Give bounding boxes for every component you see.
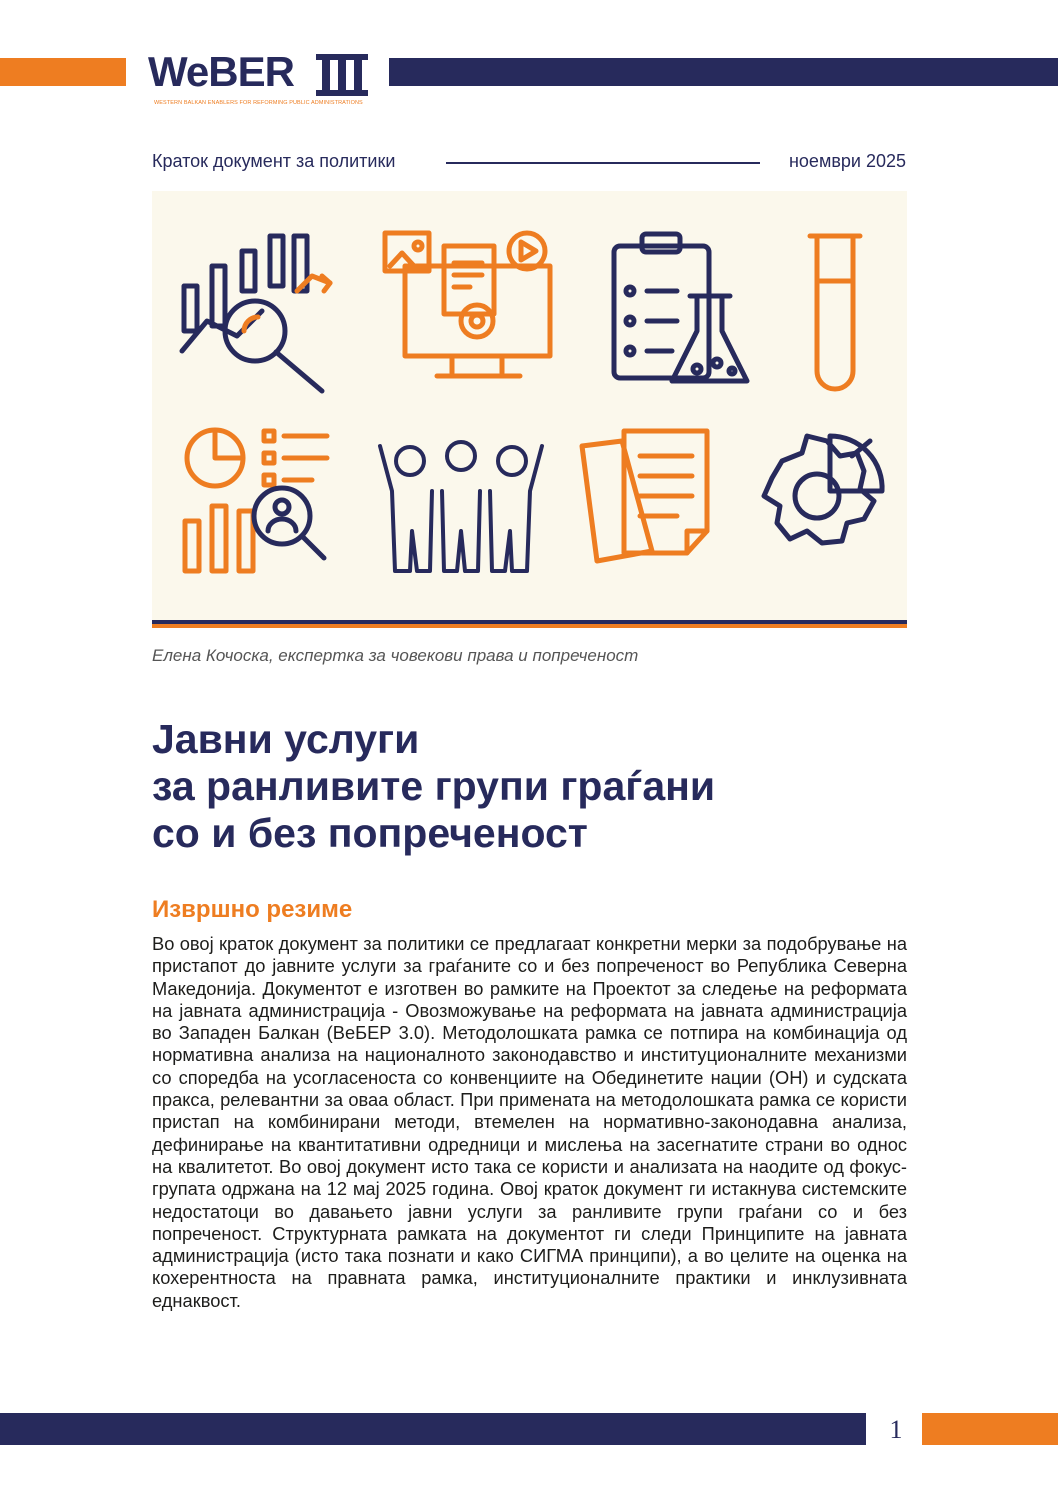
- footer-navy-bar: [0, 1413, 866, 1445]
- gear-pie-icon: [764, 436, 882, 543]
- test-tube-icon: [810, 236, 860, 389]
- header-orange-bar: [0, 58, 126, 86]
- hero-underline-orange: [152, 624, 907, 628]
- title-line-3: со и без попреченост: [152, 810, 588, 856]
- media-computer-icon: [385, 233, 550, 376]
- people-group-icon: [380, 442, 542, 571]
- roman-numeral-three-icon: [316, 52, 368, 98]
- author-credit: Елена Кочоска, експертка за човекови права и попреченост: [152, 646, 639, 665]
- logo-tagline: WESTERN BALKAN ENABLERS FOR REFORMING PUBLIC ADMINISTRATIONS: [154, 100, 363, 106]
- header-rule: [446, 162, 760, 164]
- report-analysis-icon: [185, 430, 327, 571]
- hero-illustration: [152, 191, 907, 620]
- summary-heading: Извршно резиме: [152, 896, 353, 923]
- page-number: 1: [889, 1415, 903, 1444]
- summary-paragraph: Во овој краток документ за политики се предлагаат конкретни мерки за подобрување на пристапот до јавните услуги за граѓаните со и без попреченост во Република Северна Македонија. Документот е изготвен во рамките на Проектот за следење на реформата на јавната администрација - Овозможување на реформата на јавната администрација во Западен Балкан (ВеБЕР 3.0). Методолошката рамка се потпира на комбинација од нормативна анализа на националното законодавство и институционалните механизми со споредба на усогласеноста со конвенциите на Обединетите нации (ОН) и судската пракса, релевантни за оваа област. При примената на методолошката рамка се користи пристап на комбинирани методи, втемелен на нормативно-законодавна анализа, дефинирање на квантитативни одредници и мислења на засегнатите страни во однос на квалитетот. Во овој документ исто така се користи и анализата на наодите од фокус-групата одржана на 12 мај 2025 година. Овој краток документ ги истакнува системските недостатоци во давањето јавни услуги за ранливите групи граѓани со и без попреченост. Структурната рамката на документот ги следи Принципите на јавната администрација (исто така познати и како СИГМА принципи), а во целите на оценка на кохерентноста на правната рамка, институционалните практики и инклузивната еднаквост.: [152, 933, 907, 1311]
- analytics-chart-icon: [182, 236, 330, 391]
- title-line-1: Јавни услуги: [152, 716, 420, 762]
- page-title: [152, 716, 912, 857]
- lab-clipboard-icon: [614, 234, 747, 381]
- logo-wordmark: WeBER: [148, 48, 294, 95]
- document-date: ноември 2025: [788, 151, 906, 171]
- footer-orange-bar: [922, 1413, 1058, 1445]
- header-navy-bar: [389, 58, 1058, 86]
- document-type: Краток документ за политики: [152, 151, 396, 171]
- documents-icon: [582, 431, 707, 561]
- title-line-2: за ранливите групи граѓани: [152, 763, 716, 809]
- weber-logo: [148, 44, 378, 114]
